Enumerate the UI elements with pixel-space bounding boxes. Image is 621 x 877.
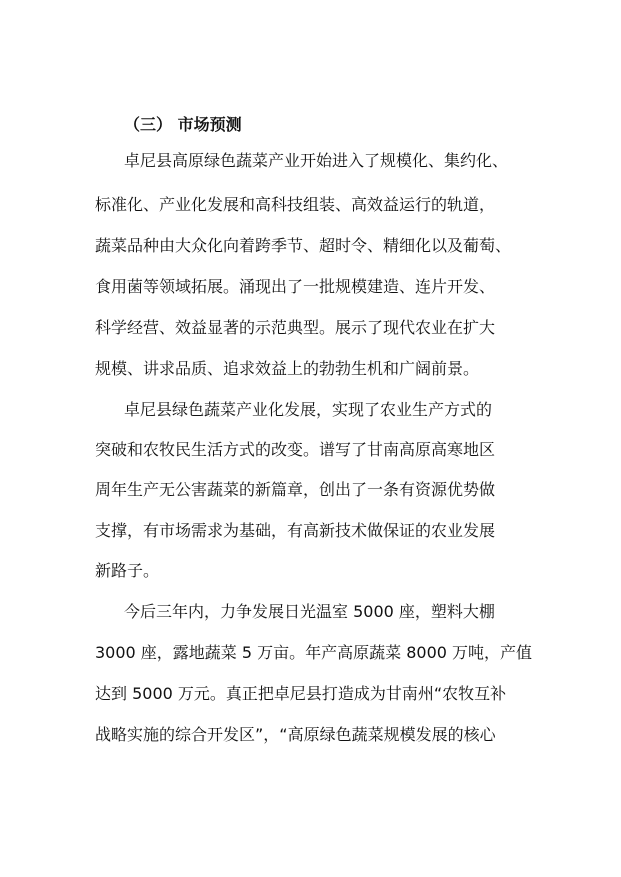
paragraph-1-line-4: 食用菌等领域拓展。涌现出了一批规模建造、连片开发、 — [95, 277, 496, 296]
paragraph-1-line-1: 卓尼县高原绿色蔬菜产业开始进入了规模化、集约化、 — [124, 151, 509, 170]
paragraph-2-line-4: 支撑，有市场需求为基础，有高新技术做保证的农业发展 — [95, 521, 496, 540]
paragraph-1-line-5: 科学经营、效益显著的示范典型。展示了现代农业在扩大 — [95, 318, 496, 337]
paragraph-2-line-5: 新路子。 — [95, 561, 160, 580]
paragraph-2-line-3: 周年生产无公害蔬菜的新篇章，创出了一条有资源优势做 — [95, 480, 496, 499]
paragraph-3-line-1: 今后三年内，力争发展日光温室 5000 座，塑料大棚 — [124, 602, 495, 621]
paragraph-2-line-1: 卓尼县绿色蔬菜产业化发展，实现了农业生产方式的 — [124, 400, 493, 419]
paragraph-2-line-2: 突破和农牧民生活方式的改变。谱写了甘南高原高寒地区 — [95, 440, 496, 459]
paragraph-1-line-3: 蔬菜品种由大众化向着跨季节、超时令、精细化以及葡萄、 — [95, 236, 512, 255]
section-heading: （三） 市场预测 — [124, 115, 242, 134]
paragraph-1-line-6: 规模、讲求品质、追求效益上的勃勃生机和广阔前景。 — [95, 359, 480, 378]
paragraph-3-line-3: 达到 5000 万元。真正把卓尼县打造成为甘南州“农牧互补 — [95, 684, 507, 703]
paragraph-3-line-4: 战略实施的综合开发区”，“高原绿色蔬菜规模发展的核心 — [95, 725, 496, 744]
paragraph-1-line-2: 标准化、产业化发展和高科技组装、高效益运行的轨道， — [95, 195, 496, 214]
paragraph-3-line-2: 3000 座，露地蔬菜 5 万亩。年产高原蔬菜 8000 万吨，产值 — [95, 643, 533, 662]
